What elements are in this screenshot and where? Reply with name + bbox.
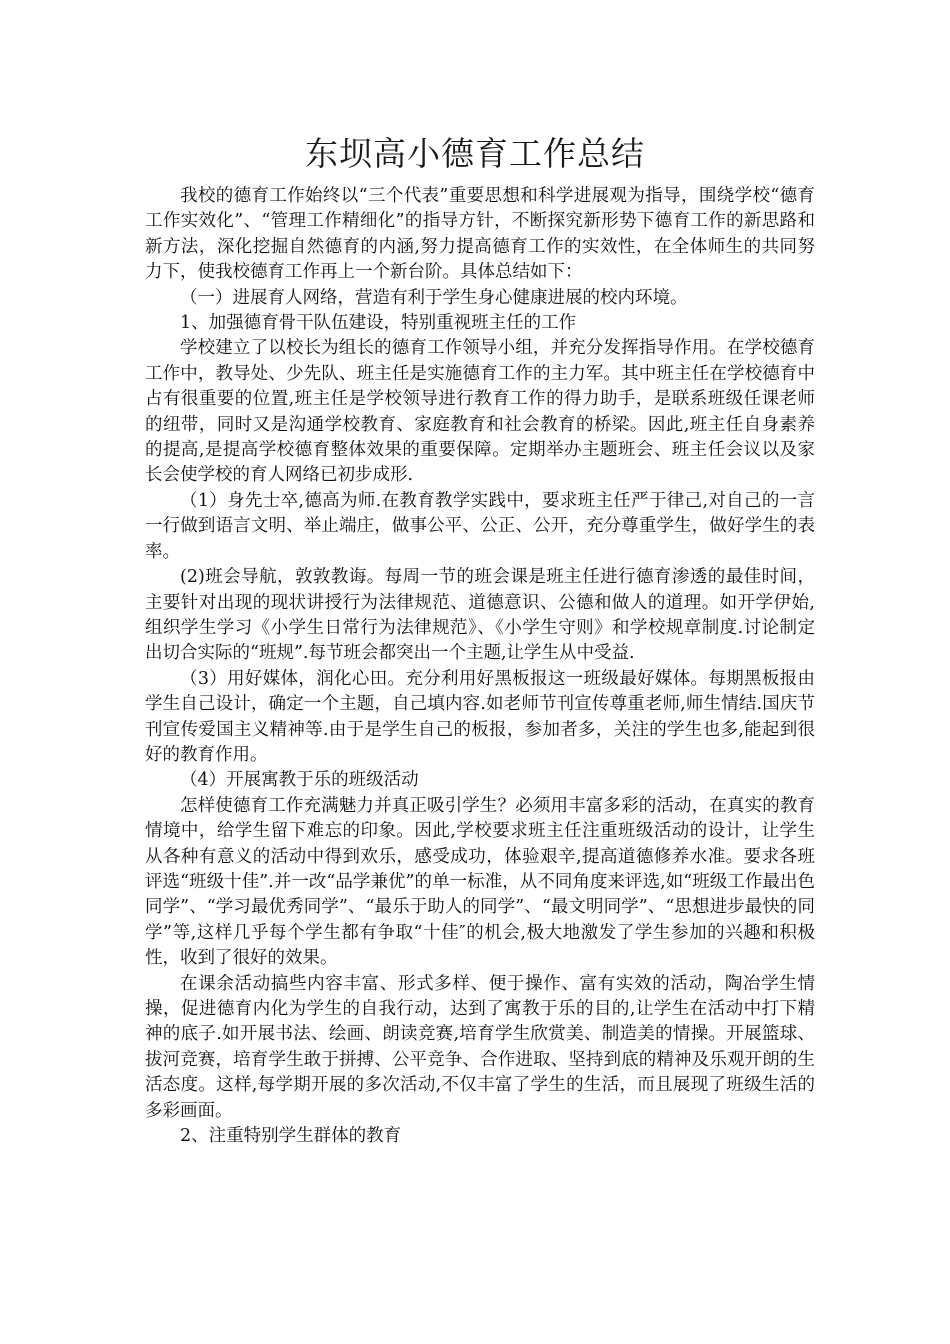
paragraph-item-1: （1）身先士卒,德高为师.在教育教学实践中，要求班主任严于律己,对自己的一言一行做到语言文明、举止端庄，做事公平、公正、公开，充分尊重学生，做好学生的表率。 [145, 490, 815, 562]
section-heading-1: （一）进展育人网络，营造有利于学生身心健康进展的校内环境。 [180, 287, 688, 308]
paragraph-item-2: (2)班会导航，敦敦教诲。每周一节的班会课是班主任进行德育渗透的最佳时间，主要针对出现的现状讲授行为法律规范、道德意识、公德和做人的道理。如开学伊始,组织学生学习《小学生日常行为法律规范》、《小学生守则》和学校规章制度.讨论制定出切合实际的“班规”.每节班会都突出一个主题,让学生从中受益. [145, 567, 815, 664]
paragraph-item-3: （3）用好媒体，润化心田。充分利用好黑板报这一班级最好媒体。每期黑板报由学生自己设计，确定一个主题，自己填内容.如老师节刊宣传尊重老师,师生情结.国庆节刊宣传爱国主义精神等.由于是学生自己的板报，参加者多，关注的学生也多,能起到很好的教育作用。 [145, 668, 815, 765]
paragraph-activities: 怎样使德育工作充满魅力并真正吸引学生？必须用丰富多彩的活动，在真实的教育情境中，给学生留下难忘的印象。因此,学校要求班主任注重班级活动的设计，让学生从各种有意义的活动中得到欢乐，感受成功，体验艰辛,提高道德修养水准。要求各班评选“班级十佳”.并一改“品学兼优”的单一标准，从不同角度来评选,如“班级工作最出色同学”、“学习最优秀同学”、“最乐于助人的同学”、“最文明同学”、“思想进步最快的同学”等,这样几乎每个学生都有争取“十佳″的机会,极大地激发了学生参加的兴趣和积极性，收到了很好的效果。 [145, 795, 815, 969]
document-title: 东坝高小德育工作总结 [305, 134, 645, 173]
subsection-heading-2: 2、注重特别学生群体的教育 [180, 1126, 402, 1147]
subsection-heading-1: 1、加强德育骨干队伍建设，特别重视班主任的工作 [180, 313, 577, 334]
paragraph-leadership: 学校建立了以校长为组长的德育工作领导小组，并充分发挥指导作用。在学校德育工作中，教导处、少先队、班主任是实施德育工作的主力军。其中班主任在学校德育中占有很重要的位置,班主任是学校领导进行教育工作的得力助手，是联系班级任课老师的纽带，同时又是沟通学校教育、家庭教育和社会教育的桥梁。因此,班主任自身素养的提高,是提高学校德育整体效果的重要保障。定期举办主题班会、班主任会议以及家长会使学校的育人网络已初步成形. [145, 338, 815, 486]
document-body [145, 184, 815, 1149]
paragraph-extracurricular: 在课余活动搞些内容丰富、形式多样、便于操作、富有实效的活动，陶冶学生情操，促进德育内化为学生的自我行动，达到了寓教于乐的目的,让学生在活动中打下精神的底子.如开展书法、绘画、朗读竞赛,培育学生欣赏美、制造美的情操。开展篮球、拔河竞赛，培育学生敢于拼搏、公平竞争、合作进取、坚持到底的精神及乐观开朗的生活态度。这样,每学期开展的多次活动,不仅丰富了学生的生活，而且展现了班级生活的多彩画面。 [145, 973, 815, 1121]
paragraph-intro: 我校的德育工作始终以“三个代表”重要思想和科学进展观为指导，围绕学校“德育工作实效化”、“管理工作精细化”的指导方针，不断探究新形势下德育工作的新思路和新方法，深化挖掘自然德育的内涵,努力提高德育工作的实效性，在全体师生的共同努力下，使我校德育工作再上一个新台阶。具体总结如下： [145, 186, 815, 283]
paragraph-item-4-heading: （4）开展寓教于乐的班级活动 [180, 770, 419, 791]
